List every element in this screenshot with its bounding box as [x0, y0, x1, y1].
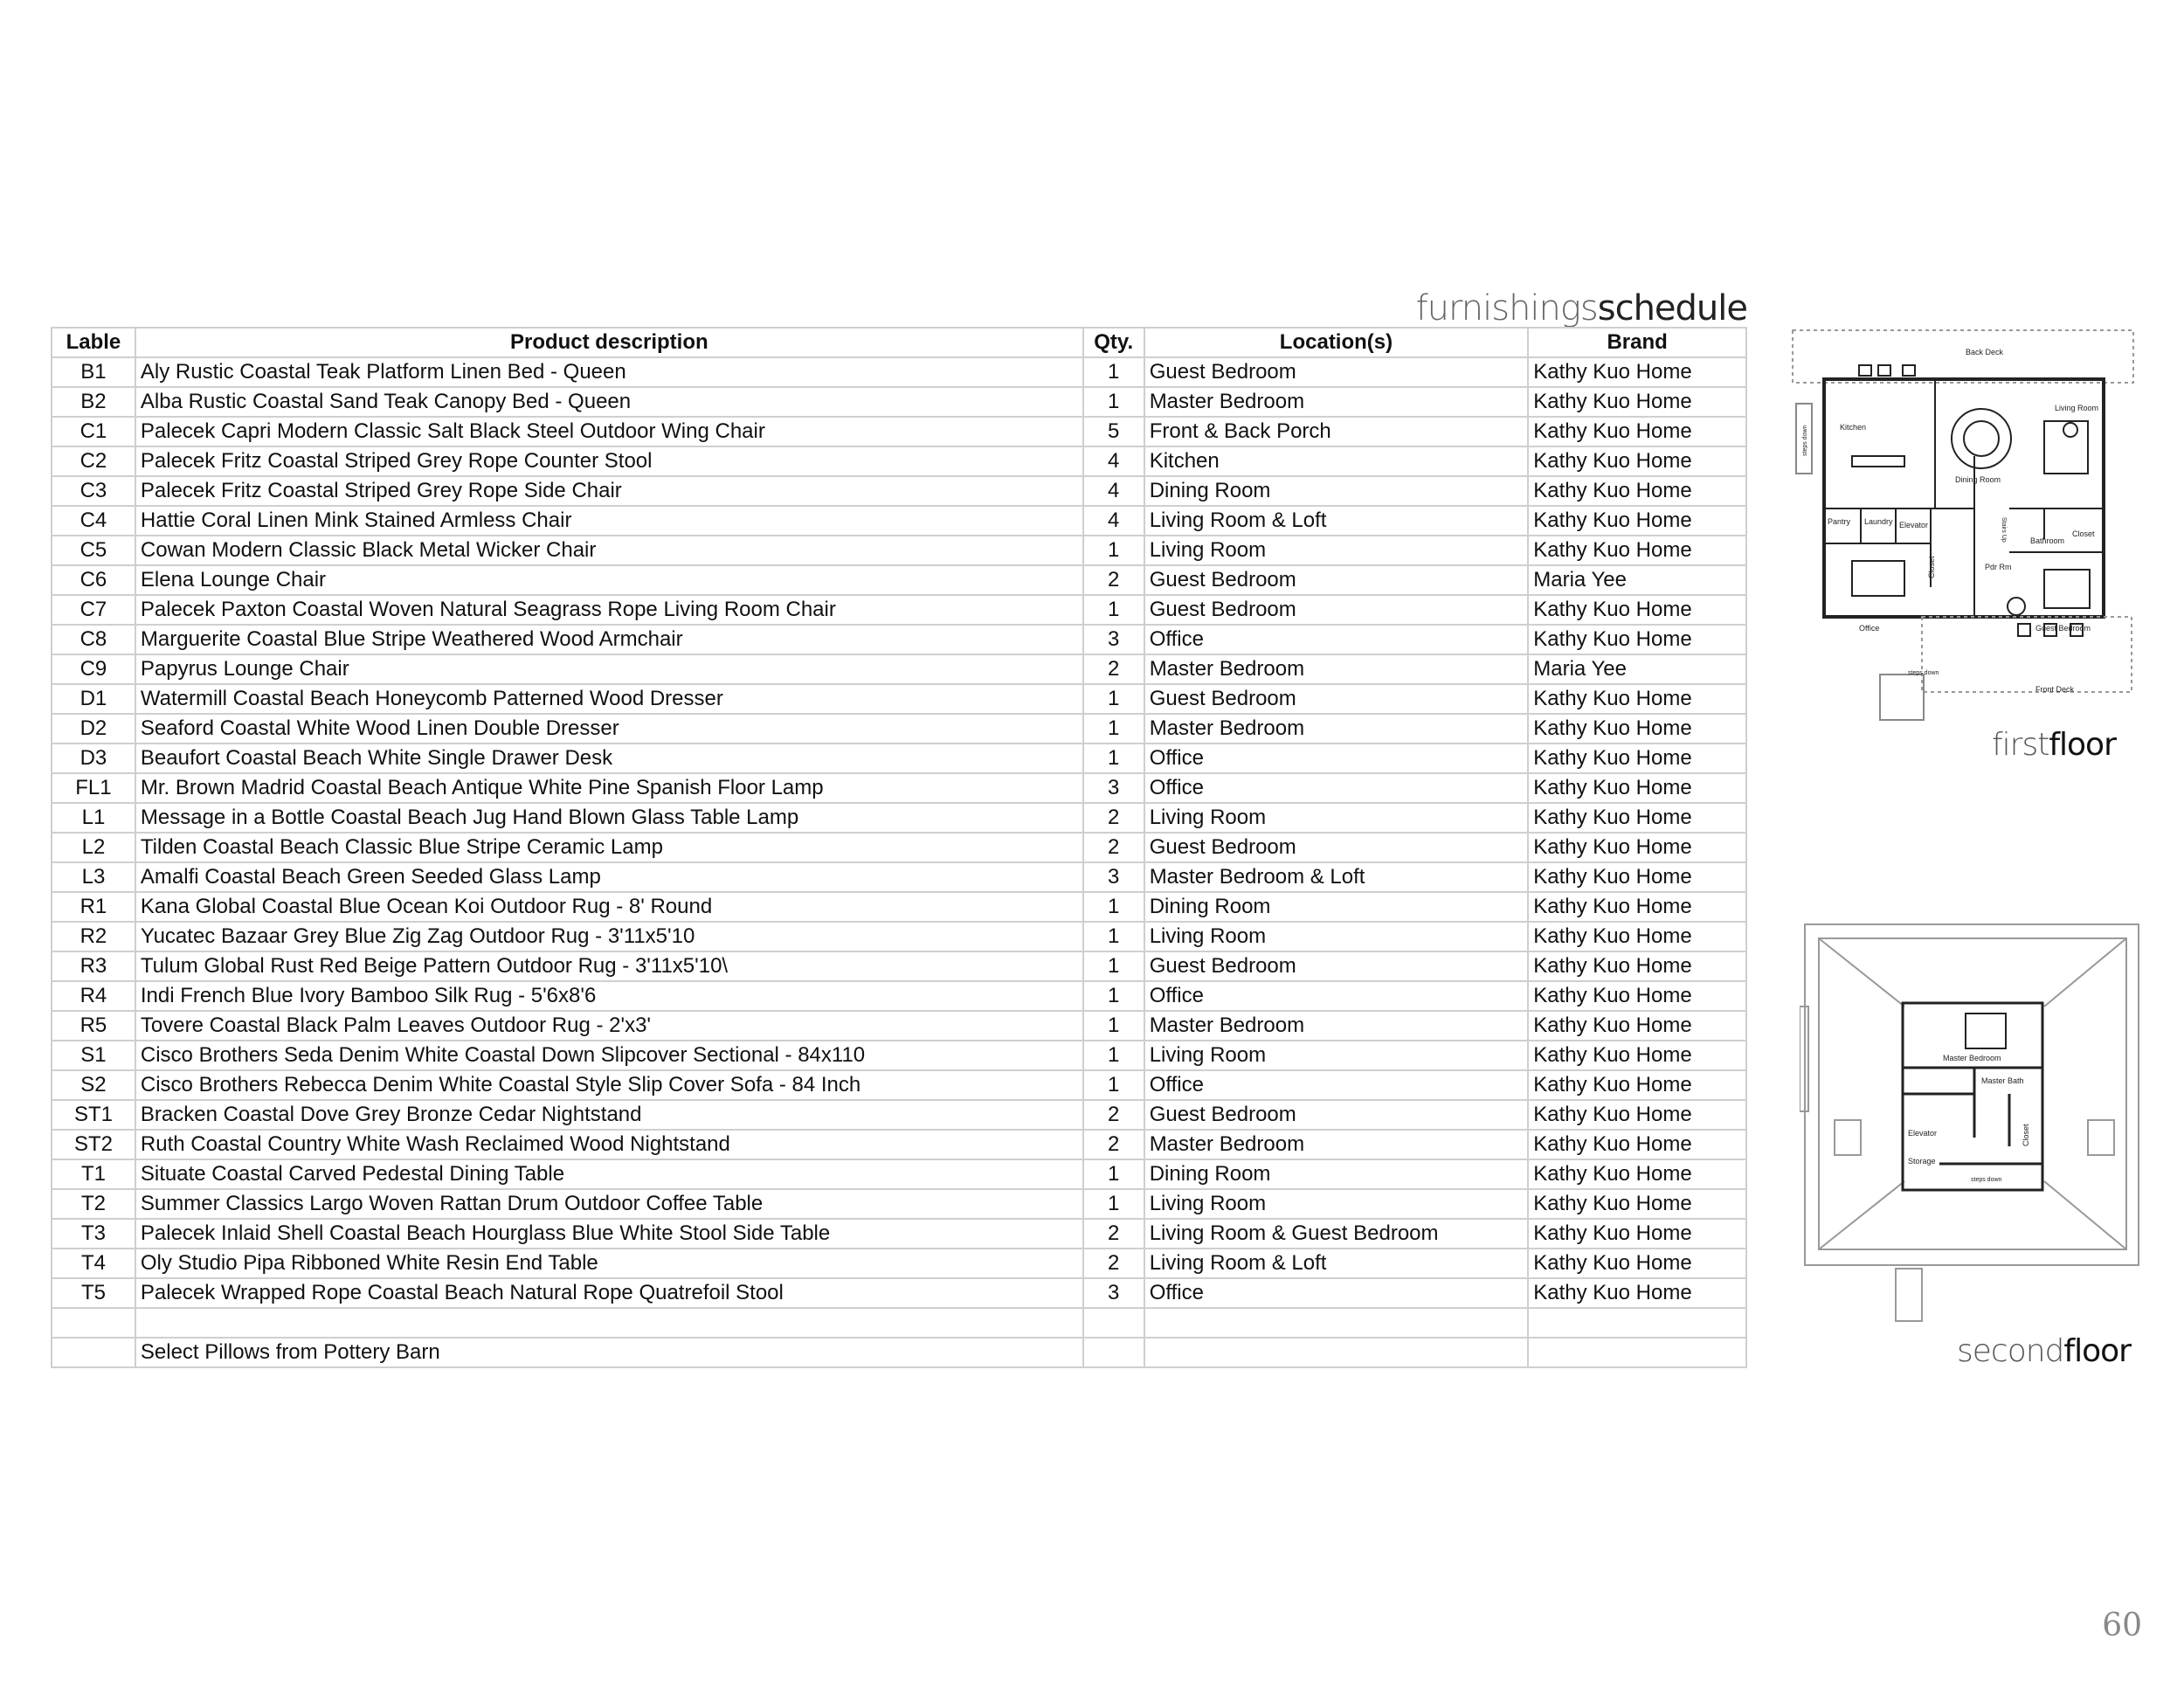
cell-brand: Kathy Kuo Home — [1528, 1041, 1746, 1070]
room-steps-down-left: steps down — [1802, 425, 1808, 456]
cell-brand: Maria Yee — [1528, 654, 1746, 684]
cell-location — [1144, 1308, 1529, 1338]
cell-brand: Kathy Kuo Home — [1528, 714, 1746, 744]
cell-brand: Kathy Kuo Home — [1528, 981, 1746, 1011]
room-guest-bedroom: Guest Bedroom — [2035, 624, 2091, 633]
cell-qty: 1 — [1083, 1011, 1144, 1041]
cell-description: Tulum Global Rust Red Beige Pattern Outdoor Rug - 3'11x5'10\ — [135, 951, 1083, 981]
table-row — [52, 595, 1746, 625]
cell-brand: Kathy Kuo Home — [1528, 446, 1746, 476]
cell-label: R5 — [52, 1011, 135, 1041]
cell-location: Dining Room — [1144, 892, 1529, 922]
cell-qty: 3 — [1083, 625, 1144, 654]
cell-description: Bracken Coastal Dove Grey Bronze Cedar Nightstand — [135, 1100, 1083, 1130]
table-row — [52, 1219, 1746, 1249]
cell-label — [52, 1338, 135, 1367]
cell-location: Office — [1144, 625, 1529, 654]
room-pdr-rm: Pdr Rm — [1985, 563, 2012, 571]
cell-label: C5 — [52, 536, 135, 565]
table-row — [52, 387, 1746, 417]
cell-label: T4 — [52, 1249, 135, 1278]
cell-description: Beaufort Coastal Beach White Single Drawer Desk — [135, 744, 1083, 773]
table-row — [52, 654, 1746, 684]
cell-brand: Kathy Kuo Home — [1528, 1070, 1746, 1100]
table-row — [52, 773, 1746, 803]
cell-location: Master Bedroom — [1144, 714, 1529, 744]
cell-description: Watermill Coastal Beach Honeycomb Patterned Wood Dresser — [135, 684, 1083, 714]
title-light: furnishings — [1415, 288, 1598, 329]
cell-qty: 1 — [1083, 1041, 1144, 1070]
room-master-bath: Master Bath — [1981, 1076, 2024, 1085]
furnishings-table — [51, 327, 1747, 1368]
room-pantry: Pantry — [1828, 517, 1851, 526]
cell-brand: Maria Yee — [1528, 565, 1746, 595]
cell-qty: 1 — [1083, 922, 1144, 951]
cell-description: Palecek Fritz Coastal Striped Grey Rope Counter Stool — [135, 446, 1083, 476]
cell-qty: 3 — [1083, 862, 1144, 892]
cell-description: Yucatec Bazaar Grey Blue Zig Zag Outdoor Rug - 3'11x5'10 — [135, 922, 1083, 951]
table-row — [52, 1189, 1746, 1219]
cell-description: Ruth Coastal Country White Wash Reclaimed Wood Nightstand — [135, 1130, 1083, 1159]
cell-label: L1 — [52, 803, 135, 833]
cell-label: T1 — [52, 1159, 135, 1189]
cell-description: Marguerite Coastal Blue Stripe Weathered Wood Armchair — [135, 625, 1083, 654]
schedule-title — [1416, 288, 1747, 329]
cell-location: Master Bedroom — [1144, 654, 1529, 684]
room-steps-down-2: steps down — [1971, 1177, 2002, 1183]
cell-location: Guest Bedroom — [1144, 833, 1529, 862]
cell-qty: 1 — [1083, 595, 1144, 625]
table-row — [52, 951, 1746, 981]
table-row — [52, 862, 1746, 892]
cell-label: ST2 — [52, 1130, 135, 1159]
cell-location: Guest Bedroom — [1144, 1100, 1529, 1130]
cell-brand: Kathy Kuo Home — [1528, 625, 1746, 654]
cell-qty: 1 — [1083, 714, 1144, 744]
cell-label: B2 — [52, 387, 135, 417]
header-qty: Qty. — [1083, 328, 1144, 357]
room-stairs-up: Stairs Up — [2001, 517, 2007, 543]
cell-location: Office — [1144, 744, 1529, 773]
cell-label: R4 — [52, 981, 135, 1011]
cell-brand: Kathy Kuo Home — [1528, 476, 1746, 506]
cell-label: L2 — [52, 833, 135, 862]
cell-label: C4 — [52, 506, 135, 536]
cell-qty: 3 — [1083, 773, 1144, 803]
cell-label: C6 — [52, 565, 135, 595]
cell-label — [52, 1308, 135, 1338]
cell-qty — [1083, 1338, 1144, 1367]
table-row — [52, 446, 1746, 476]
table-row — [52, 625, 1746, 654]
cell-brand: Kathy Kuo Home — [1528, 1011, 1746, 1041]
table-row — [52, 833, 1746, 862]
cell-label: T5 — [52, 1278, 135, 1308]
cell-label: C3 — [52, 476, 135, 506]
cell-location: Living Room — [1144, 922, 1529, 951]
table-row — [52, 1159, 1746, 1189]
cell-location: Master Bedroom — [1144, 1011, 1529, 1041]
cell-location: Office — [1144, 1278, 1529, 1308]
cell-qty: 4 — [1083, 506, 1144, 536]
second-floor-label-light: second — [1957, 1333, 2064, 1369]
cell-brand: Kathy Kuo Home — [1528, 1278, 1746, 1308]
cell-brand: Kathy Kuo Home — [1528, 1159, 1746, 1189]
cell-brand: Kathy Kuo Home — [1528, 595, 1746, 625]
table-row — [52, 1338, 1746, 1367]
cell-location: Guest Bedroom — [1144, 951, 1529, 981]
cell-description: Cowan Modern Classic Black Metal Wicker Chair — [135, 536, 1083, 565]
cell-description: Mr. Brown Madrid Coastal Beach Antique White Pine Spanish Floor Lamp — [135, 773, 1083, 803]
cell-qty: 5 — [1083, 417, 1144, 446]
cell-description: Palecek Paxton Coastal Woven Natural Seagrass Rope Living Room Chair — [135, 595, 1083, 625]
room-living-room: Living Room — [2055, 404, 2099, 412]
cell-qty: 1 — [1083, 951, 1144, 981]
cell-location: Living Room & Loft — [1144, 1249, 1529, 1278]
cell-label: C8 — [52, 625, 135, 654]
first-floor-label — [1992, 727, 2116, 763]
cell-qty: 2 — [1083, 565, 1144, 595]
cell-qty: 1 — [1083, 892, 1144, 922]
cell-brand: Kathy Kuo Home — [1528, 892, 1746, 922]
cell-brand — [1528, 1338, 1746, 1367]
cell-location: Office — [1144, 981, 1529, 1011]
cell-label: T2 — [52, 1189, 135, 1219]
cell-brand — [1528, 1308, 1746, 1338]
cell-label: FL1 — [52, 773, 135, 803]
cell-location: Kitchen — [1144, 446, 1529, 476]
room-closet-mid: Closet — [1927, 556, 1936, 578]
cell-label: R1 — [52, 892, 135, 922]
cell-qty: 2 — [1083, 833, 1144, 862]
cell-qty: 3 — [1083, 1278, 1144, 1308]
cell-description: Cisco Brothers Seda Denim White Coastal Down Slipcover Sectional - 84x110 — [135, 1041, 1083, 1070]
cell-location — [1144, 1338, 1529, 1367]
table-row — [52, 1041, 1746, 1070]
table-row — [52, 536, 1746, 565]
table-header-row — [52, 328, 1746, 357]
cell-brand: Kathy Kuo Home — [1528, 833, 1746, 862]
cell-location: Living Room — [1144, 1189, 1529, 1219]
cell-label: C9 — [52, 654, 135, 684]
table-row — [52, 1070, 1746, 1100]
cell-brand: Kathy Kuo Home — [1528, 1219, 1746, 1249]
cell-qty: 1 — [1083, 357, 1144, 387]
table-row — [52, 981, 1746, 1011]
table-row — [52, 803, 1746, 833]
table-row — [52, 417, 1746, 446]
cell-description: Indi French Blue Ivory Bamboo Silk Rug - 5'6x8'6 — [135, 981, 1083, 1011]
room-back-deck: Back Deck — [1966, 348, 2004, 356]
cell-qty: 1 — [1083, 1189, 1144, 1219]
cell-qty: 4 — [1083, 476, 1144, 506]
cell-location: Dining Room — [1144, 1159, 1529, 1189]
cell-location: Guest Bedroom — [1144, 684, 1529, 714]
cell-location: Master Bedroom — [1144, 1130, 1529, 1159]
header-location: Location(s) — [1144, 328, 1529, 357]
cell-location: Office — [1144, 1070, 1529, 1100]
cell-label: B1 — [52, 357, 135, 387]
title-bold: schedule — [1597, 288, 1747, 329]
cell-label: R3 — [52, 951, 135, 981]
cell-brand: Kathy Kuo Home — [1528, 417, 1746, 446]
table-row — [52, 565, 1746, 595]
second-floor-label-bold: floor — [2063, 1333, 2131, 1369]
table-row — [52, 1249, 1746, 1278]
cell-description: Elena Lounge Chair — [135, 565, 1083, 595]
cell-qty: 1 — [1083, 981, 1144, 1011]
cell-label: D2 — [52, 714, 135, 744]
cell-brand: Kathy Kuo Home — [1528, 773, 1746, 803]
cell-brand: Kathy Kuo Home — [1528, 1249, 1746, 1278]
cell-label: C1 — [52, 417, 135, 446]
table-row — [52, 892, 1746, 922]
table-row — [52, 1130, 1746, 1159]
table-body — [52, 357, 1746, 1367]
cell-label: D3 — [52, 744, 135, 773]
cell-location: Living Room & Guest Bedroom — [1144, 1219, 1529, 1249]
room-bathroom: Bathroom — [2030, 536, 2065, 545]
cell-description: Aly Rustic Coastal Teak Platform Linen Bed - Queen — [135, 357, 1083, 387]
cell-brand: Kathy Kuo Home — [1528, 506, 1746, 536]
table-row — [52, 1100, 1746, 1130]
cell-label: R2 — [52, 922, 135, 951]
cell-qty: 4 — [1083, 446, 1144, 476]
cell-label: ST1 — [52, 1100, 135, 1130]
cell-location: Guest Bedroom — [1144, 595, 1529, 625]
room-kitchen: Kitchen — [1840, 423, 1867, 432]
cell-description — [135, 1308, 1083, 1338]
cell-location: Living Room — [1144, 1041, 1529, 1070]
second-floor-plan — [1800, 919, 2149, 1330]
header-brand: Brand — [1528, 328, 1746, 357]
cell-qty: 2 — [1083, 1100, 1144, 1130]
cell-description: Situate Coastal Carved Pedestal Dining Table — [135, 1159, 1083, 1189]
cell-label: C2 — [52, 446, 135, 476]
room-dining-room: Dining Room — [1955, 475, 2001, 484]
cell-description: Palecek Inlaid Shell Coastal Beach Hourglass Blue White Stool Side Table — [135, 1219, 1083, 1249]
table-row — [52, 1308, 1746, 1338]
table-row — [52, 744, 1746, 773]
room-front-deck: Front Deck — [2035, 685, 2075, 694]
cell-qty — [1083, 1308, 1144, 1338]
room-elevator: Elevator — [1899, 521, 1929, 529]
header-description: Product description — [135, 328, 1083, 357]
cell-brand: Kathy Kuo Home — [1528, 1100, 1746, 1130]
room-steps-down-front: steps down — [1908, 670, 1939, 676]
cell-qty: 1 — [1083, 744, 1144, 773]
cell-label: S1 — [52, 1041, 135, 1070]
second-floor-label — [1957, 1333, 2131, 1369]
cell-brand: Kathy Kuo Home — [1528, 803, 1746, 833]
table-row — [52, 506, 1746, 536]
cell-qty: 1 — [1083, 1070, 1144, 1100]
cell-brand: Kathy Kuo Home — [1528, 536, 1746, 565]
cell-qty: 1 — [1083, 387, 1144, 417]
cell-location: Front & Back Porch — [1144, 417, 1529, 446]
cell-location: Master Bedroom — [1144, 387, 1529, 417]
page-number: 60 — [2102, 1608, 2142, 1643]
cell-label: L3 — [52, 862, 135, 892]
cell-label: D1 — [52, 684, 135, 714]
cell-brand: Kathy Kuo Home — [1528, 684, 1746, 714]
cell-brand: Kathy Kuo Home — [1528, 1189, 1746, 1219]
cell-label: S2 — [52, 1070, 135, 1100]
cell-description: Tovere Coastal Black Palm Leaves Outdoor Rug - 2'x3' — [135, 1011, 1083, 1041]
table-row — [52, 1278, 1746, 1308]
room-closet-right: Closet — [2072, 529, 2095, 538]
cell-description: Papyrus Lounge Chair — [135, 654, 1083, 684]
cell-description: Palecek Wrapped Rope Coastal Beach Natural Rope Quatrefoil Stool — [135, 1278, 1083, 1308]
table-row — [52, 684, 1746, 714]
cell-brand: Kathy Kuo Home — [1528, 1130, 1746, 1159]
cell-description: Tilden Coastal Beach Classic Blue Stripe Ceramic Lamp — [135, 833, 1083, 862]
cell-description: Seaford Coastal White Wood Linen Double Dresser — [135, 714, 1083, 744]
cell-location: Living Room — [1144, 536, 1529, 565]
cell-location: Office — [1144, 773, 1529, 803]
cell-qty: 1 — [1083, 536, 1144, 565]
cell-description: Alba Rustic Coastal Sand Teak Canopy Bed - Queen — [135, 387, 1083, 417]
cell-label: C7 — [52, 595, 135, 625]
cell-description: Summer Classics Largo Woven Rattan Drum Outdoor Coffee Table — [135, 1189, 1083, 1219]
first-floor-label-bold: floor — [2049, 727, 2116, 763]
cell-brand: Kathy Kuo Home — [1528, 387, 1746, 417]
cell-location: Living Room — [1144, 803, 1529, 833]
cell-description: Palecek Capri Modern Classic Salt Black Steel Outdoor Wing Chair — [135, 417, 1083, 446]
cell-qty: 2 — [1083, 1219, 1144, 1249]
cell-qty: 1 — [1083, 1159, 1144, 1189]
cell-qty: 1 — [1083, 684, 1144, 714]
room-master-bedroom: Master Bedroom — [1943, 1054, 2001, 1062]
cell-brand: Kathy Kuo Home — [1528, 922, 1746, 951]
header-label: Lable — [52, 328, 135, 357]
cell-description: Amalfi Coastal Beach Green Seeded Glass Lamp — [135, 862, 1083, 892]
table-row — [52, 1011, 1746, 1041]
cell-location: Living Room & Loft — [1144, 506, 1529, 536]
cell-location: Guest Bedroom — [1144, 565, 1529, 595]
cell-description: Message in a Bottle Coastal Beach Jug Hand Blown Glass Table Lamp — [135, 803, 1083, 833]
room-closet-2: Closet — [2022, 1124, 2030, 1146]
table-row — [52, 922, 1746, 951]
table-row — [52, 714, 1746, 744]
table-row — [52, 476, 1746, 506]
first-floor-label-light: first — [1992, 727, 2049, 763]
first-floor-plan — [1782, 325, 2149, 727]
cell-description: Select Pillows from Pottery Barn — [135, 1338, 1083, 1367]
room-elevator-2: Elevator — [1908, 1129, 1938, 1138]
cell-description: Cisco Brothers Rebecca Denim White Coastal Style Slip Cover Sofa - 84 Inch — [135, 1070, 1083, 1100]
cell-description: Palecek Fritz Coastal Striped Grey Rope Side Chair — [135, 476, 1083, 506]
cell-label: T3 — [52, 1219, 135, 1249]
cell-brand: Kathy Kuo Home — [1528, 357, 1746, 387]
room-storage: Storage — [1908, 1157, 1936, 1166]
room-office: Office — [1859, 624, 1880, 633]
cell-qty: 2 — [1083, 654, 1144, 684]
cell-location: Dining Room — [1144, 476, 1529, 506]
cell-brand: Kathy Kuo Home — [1528, 951, 1746, 981]
cell-qty: 2 — [1083, 1249, 1144, 1278]
cell-description: Kana Global Coastal Blue Ocean Koi Outdoor Rug - 8' Round — [135, 892, 1083, 922]
cell-location: Guest Bedroom — [1144, 357, 1529, 387]
cell-description: Oly Studio Pipa Ribboned White Resin End Table — [135, 1249, 1083, 1278]
room-laundry: Laundry — [1864, 517, 1893, 526]
cell-qty: 2 — [1083, 803, 1144, 833]
cell-brand: Kathy Kuo Home — [1528, 744, 1746, 773]
cell-qty: 2 — [1083, 1130, 1144, 1159]
cell-location: Master Bedroom & Loft — [1144, 862, 1529, 892]
cell-brand: Kathy Kuo Home — [1528, 862, 1746, 892]
cell-description: Hattie Coral Linen Mink Stained Armless Chair — [135, 506, 1083, 536]
table-row — [52, 357, 1746, 387]
